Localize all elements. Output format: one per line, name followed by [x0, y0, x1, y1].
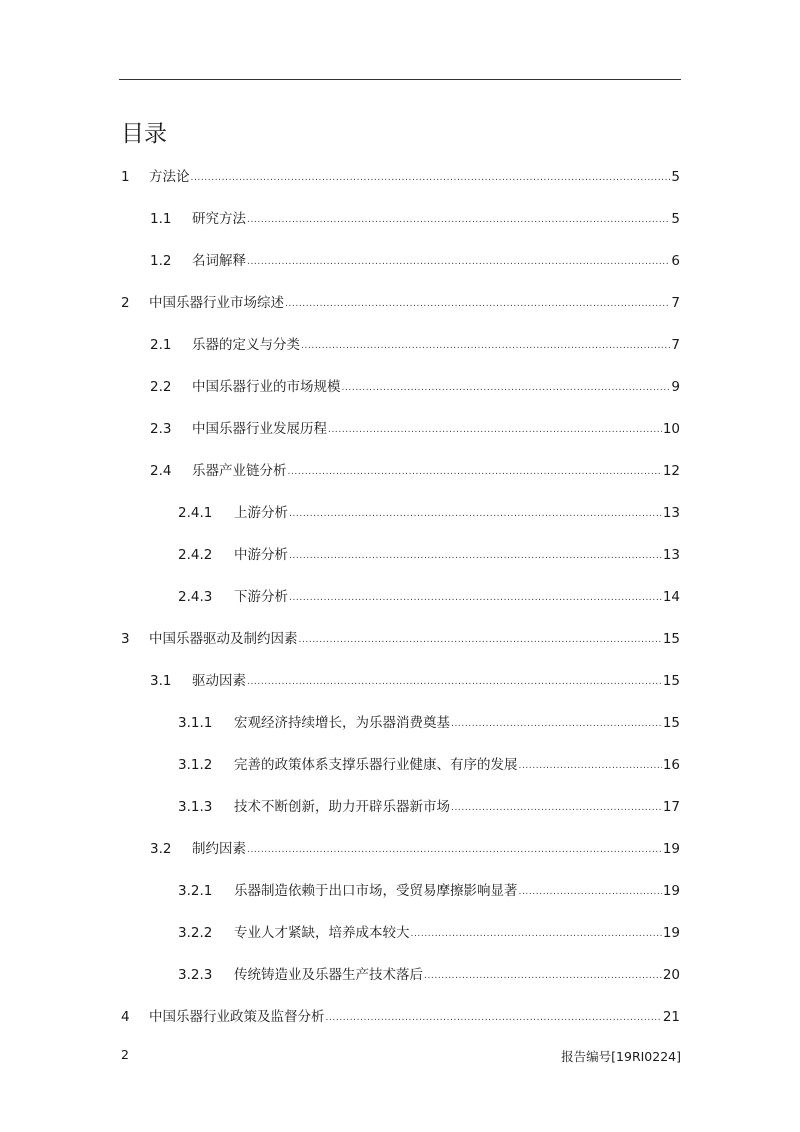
toc-entry-title: 专业人才紧缺，培养成本较大 — [234, 925, 410, 941]
toc-entry-title: 完善的政策体系支撑乐器行业健康、有序的发展 — [234, 757, 518, 773]
toc-entry-number: 3.1 — [150, 673, 172, 689]
toc-entry-number: 3 — [121, 631, 130, 647]
toc-entry-title: 中国乐器行业发展历程 — [192, 421, 327, 437]
toc-leader-dots — [328, 420, 662, 440]
toc-leader-dots — [289, 504, 662, 524]
page-title: 目录 — [121, 121, 167, 147]
toc-entry-page: 20 — [662, 967, 680, 983]
toc-leader-dots — [342, 378, 671, 398]
toc-entry-title: 中国乐器行业政策及监督分析 — [149, 1009, 325, 1025]
toc-entry-page: 19 — [662, 841, 680, 857]
toc-entry-number: 2.3 — [150, 421, 172, 437]
toc-entry[interactable] — [121, 629, 680, 649]
toc-entry-title: 下游分析 — [234, 589, 288, 605]
toc-entry-number: 2 — [121, 295, 130, 311]
toc-entry[interactable] — [178, 881, 680, 901]
toc-entry[interactable] — [150, 251, 680, 271]
toc-entry[interactable] — [178, 503, 680, 523]
toc-leader-dots — [519, 756, 662, 776]
toc-leader-dots — [247, 210, 670, 230]
toc-leader-dots — [424, 966, 662, 986]
toc-leader-dots — [451, 714, 662, 734]
toc-leader-dots — [299, 630, 662, 650]
toc-entry-page: 15 — [662, 715, 680, 731]
toc-entry[interactable] — [178, 545, 680, 565]
toc-entry[interactable] — [150, 209, 680, 229]
toc-entry[interactable] — [150, 377, 680, 397]
toc-entry-number: 1.1 — [150, 211, 172, 227]
footer-report-id: 报告编号[19RI0224] — [561, 1049, 681, 1064]
toc-entry-number: 2.4.3 — [178, 589, 213, 605]
toc-entry-page: 12 — [662, 463, 680, 479]
toc-leader-dots — [191, 168, 671, 188]
toc-entry-number: 2.4.1 — [178, 505, 213, 521]
toc-entry[interactable] — [178, 755, 680, 775]
toc-entry-page: 19 — [662, 925, 680, 941]
toc-entry-title: 中国乐器行业的市场规模 — [192, 379, 341, 395]
toc-entry-title: 技术不断创新，助力开辟乐器新市场 — [234, 799, 450, 815]
toc-entry-page: 16 — [662, 757, 680, 773]
toc-entry-number: 4 — [121, 1009, 130, 1025]
toc-entry-number: 2.1 — [150, 337, 172, 353]
toc-entry-number: 1 — [121, 169, 130, 185]
toc-entry-title: 中国乐器驱动及制约因素 — [149, 631, 298, 647]
toc-entry-title: 中游分析 — [234, 547, 288, 563]
toc-entry[interactable] — [178, 923, 680, 943]
toc-entry[interactable] — [178, 713, 680, 733]
toc-entry-title: 驱动因素 — [192, 673, 246, 689]
toc-entry-page: 6 — [671, 253, 680, 269]
toc-entry[interactable] — [121, 1007, 680, 1027]
toc-entry-page: 5 — [671, 211, 680, 227]
toc-entry[interactable] — [121, 167, 680, 187]
toc-leader-dots — [326, 1008, 662, 1028]
toc-entry-number: 3.1.3 — [178, 799, 213, 815]
toc-entry-title: 乐器制造依赖于出口市场，受贸易摩擦影响显著 — [234, 883, 518, 899]
toc-leader-dots — [301, 336, 670, 356]
toc-entry[interactable] — [150, 335, 680, 355]
toc-entry[interactable] — [150, 671, 680, 691]
toc-entry-title: 中国乐器行业市场综述 — [149, 295, 284, 311]
toc-entry-number: 2.2 — [150, 379, 172, 395]
toc-entry-page: 9 — [671, 379, 680, 395]
toc-leader-dots — [247, 840, 662, 860]
toc-entry[interactable] — [150, 839, 680, 859]
toc-leader-dots — [288, 462, 662, 482]
toc-entry-title: 传统铸造业及乐器生产技术落后 — [234, 967, 423, 983]
toc-entry-page: 13 — [662, 505, 680, 521]
toc-entry[interactable] — [150, 461, 680, 481]
toc-entry-number: 2.4.2 — [178, 547, 213, 563]
toc-entry-page: 15 — [662, 673, 680, 689]
toc-entry[interactable] — [150, 419, 680, 439]
toc-entry-number: 3.2.3 — [178, 967, 213, 983]
toc-entry-page: 7 — [671, 295, 680, 311]
toc-leader-dots — [411, 924, 662, 944]
toc-entry-page: 7 — [671, 337, 680, 353]
toc-leader-dots — [247, 672, 662, 692]
toc-entry-title: 研究方法 — [192, 211, 246, 227]
toc-entry-title: 方法论 — [149, 169, 190, 185]
toc-entry-title: 乐器的定义与分类 — [192, 337, 300, 353]
toc-entry[interactable] — [121, 293, 680, 313]
toc-entry-title: 名词解释 — [192, 253, 246, 269]
toc-entry-page: 15 — [662, 631, 680, 647]
toc-entry-number: 3.1.2 — [178, 757, 213, 773]
toc-entry-page: 21 — [662, 1009, 680, 1025]
toc-leader-dots — [289, 588, 662, 608]
toc-entry[interactable] — [178, 587, 680, 607]
toc-entry-title: 上游分析 — [234, 505, 288, 521]
toc-entry[interactable] — [178, 965, 680, 985]
toc-entry-page: 19 — [662, 883, 680, 899]
toc-entry[interactable] — [178, 797, 680, 817]
toc-entry-number: 2.4 — [150, 463, 172, 479]
toc-entry-number: 3.2.2 — [178, 925, 213, 941]
toc-entry-title: 宏观经济持续增长，为乐器消费奠基 — [234, 715, 450, 731]
toc-leader-dots — [247, 252, 670, 272]
toc-entry-page: 14 — [662, 589, 680, 605]
toc-leader-dots — [519, 882, 662, 902]
toc-entry-page: 13 — [662, 547, 680, 563]
toc-leader-dots — [289, 546, 662, 566]
toc-entry-number: 1.2 — [150, 253, 172, 269]
toc-entry-number: 3.2 — [150, 841, 172, 857]
toc-entry-number: 3.2.1 — [178, 883, 213, 899]
toc-leader-dots — [285, 294, 670, 314]
toc-entry-page: 5 — [671, 169, 680, 185]
toc-entry-title: 乐器产业链分析 — [192, 463, 287, 479]
header-rule — [119, 79, 681, 80]
toc-entry-page: 17 — [662, 799, 680, 815]
toc-entry-number: 3.1.1 — [178, 715, 213, 731]
toc-leader-dots — [451, 798, 662, 818]
toc-entry-title: 制约因素 — [192, 841, 246, 857]
toc-entry-page: 10 — [662, 421, 680, 437]
footer-page-number: 2 — [121, 1047, 129, 1062]
